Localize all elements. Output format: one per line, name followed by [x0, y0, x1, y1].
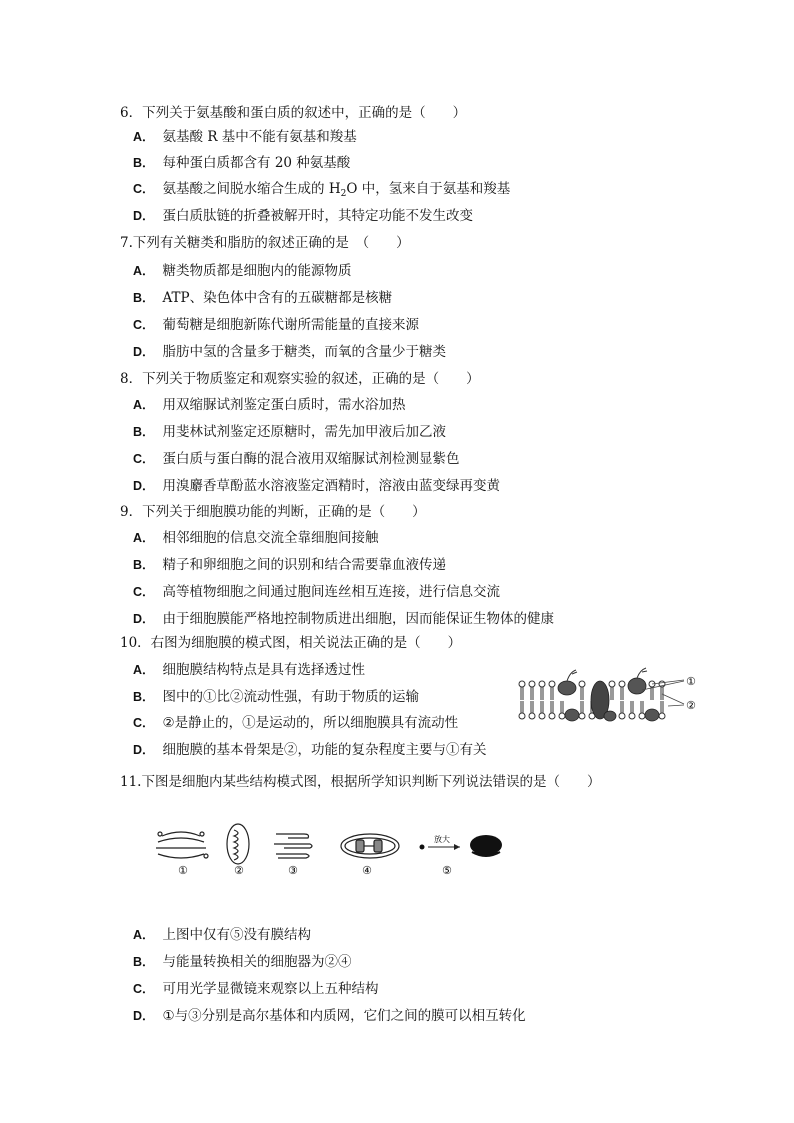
question-6-option-c: C． 氨基酸之间脱水缩合生成的 $H_2O$ 中，氢来自于氨基和羧基	[133, 181, 511, 199]
question-6-stem: 6．下列关于氨基酸和蛋白质的叙述中，正确的是（ ）	[120, 105, 467, 121]
question-10-option-c: C． ②是静止的，①是运动的，所以细胞膜具有流动性	[133, 715, 459, 731]
membrane-label-1: ①	[686, 675, 696, 688]
question-8-option-a: A． 用双缩脲试剂鉴定蛋白质时，需水浴加热	[133, 397, 406, 413]
question-11-option-c: C． 可用光学显微镜来观察以上五种结构	[133, 981, 379, 997]
question-10-option-a: A． 细胞膜结构特点是具有选择透过性	[133, 662, 366, 678]
question-11-option-d: D． ①与③分别是高尔基体和内质网，它们之间的膜可以相互转化	[133, 1008, 526, 1024]
question-7-option-a: A． 糖类物质都是细胞内的能源物质	[133, 263, 352, 279]
question-8-option-c: C． 蛋白质与蛋白酶的混合液用双缩脲试剂检测显紫色	[133, 451, 460, 467]
question-9-stem: 9．下列关于细胞膜功能的判断，正确的是（ ）	[120, 504, 426, 520]
question-11-option-a: A． 上图中仅有⑤没有膜结构	[133, 927, 312, 943]
question-9-option-b: B． 精子和卵细胞之间的识别和结合需要靠血液传递	[133, 557, 447, 573]
question-11-stem: 11.下图是细胞内某些结构模式图，根据所学知识判断下列说法错误的是（ ）	[120, 774, 601, 790]
cell-membrane-figure	[512, 660, 702, 734]
question-8-option-d: D． 用溴麝香草酚蓝水溶液鉴定酒精时，溶液由蓝变绿再变黄	[133, 478, 501, 494]
question-9-option-d: D． 由于细胞膜能严格地控制物质进出细胞，因而能保证生物体的健康	[133, 611, 555, 627]
organelle-label-2: ②	[234, 864, 244, 877]
question-10-option-b: B． 图中的①比②流动性强，有助于物质的运输	[133, 689, 420, 705]
membrane-label-2: ②	[686, 699, 696, 712]
organelle-label-3: ③	[288, 864, 298, 877]
question-10-option-d: D． 细胞膜的基本骨架是②，功能的复杂程度主要与①有关	[133, 742, 487, 758]
question-9-option-a: A． 相邻细胞的信息交流全靠细胞间接触	[133, 530, 379, 546]
question-6-option-a: A． 氨基酸 R 基中不能有氨基和羧基	[133, 129, 357, 145]
question-6-option-d: D． 蛋白质肽链的折叠被解开时，其特定功能不发生改变	[133, 208, 474, 224]
organelle-label-1: ①	[178, 864, 188, 877]
endoplasmic-reticulum-icon	[274, 834, 312, 858]
chloroplast-icon	[341, 834, 399, 858]
organelle-label-4: ④	[362, 864, 372, 877]
question-8-option-b: B． 用斐林试剂鉴定还原糖时，需先加甲液后加乙液	[133, 424, 447, 440]
question-7-stem: 7.下列有关糖类和脂肪的叙述正确的是 （ ）	[120, 235, 410, 251]
question-6-option-b: B． 每种蛋白质都含有 20 种氨基酸	[133, 155, 351, 171]
question-10-stem: 10．右图为细胞膜的模式图，相关说法正确的是（ ）	[120, 635, 462, 651]
enlarge-arrow-label: 放大	[434, 835, 450, 844]
mitochondrion-icon	[227, 824, 249, 864]
question-7-option-d: D． 脂肪中氢的含量多于糖类，而氧的含量少于糖类	[133, 344, 447, 360]
question-8-stem: 8．下列关于物质鉴定和观察实验的叙述，正确的是（ ）	[120, 371, 480, 387]
question-7-option-c: C． 葡萄糖是细胞新陈代谢所需能量的直接来源	[133, 317, 420, 333]
ribosome-icon	[420, 834, 503, 856]
golgi-apparatus-icon	[156, 832, 208, 858]
question-9-option-c: C． 高等植物细胞之间通过胞间连丝相互连接，进行信息交流	[133, 584, 501, 600]
question-7-option-b: B． ATP、染色体中含有的五碳糖都是核糖	[133, 290, 393, 306]
organelle-label-5: ⑤	[442, 864, 452, 877]
organelle-figure	[148, 822, 518, 880]
question-11-option-b: B． 与能量转换相关的细胞器为②④	[133, 954, 352, 970]
